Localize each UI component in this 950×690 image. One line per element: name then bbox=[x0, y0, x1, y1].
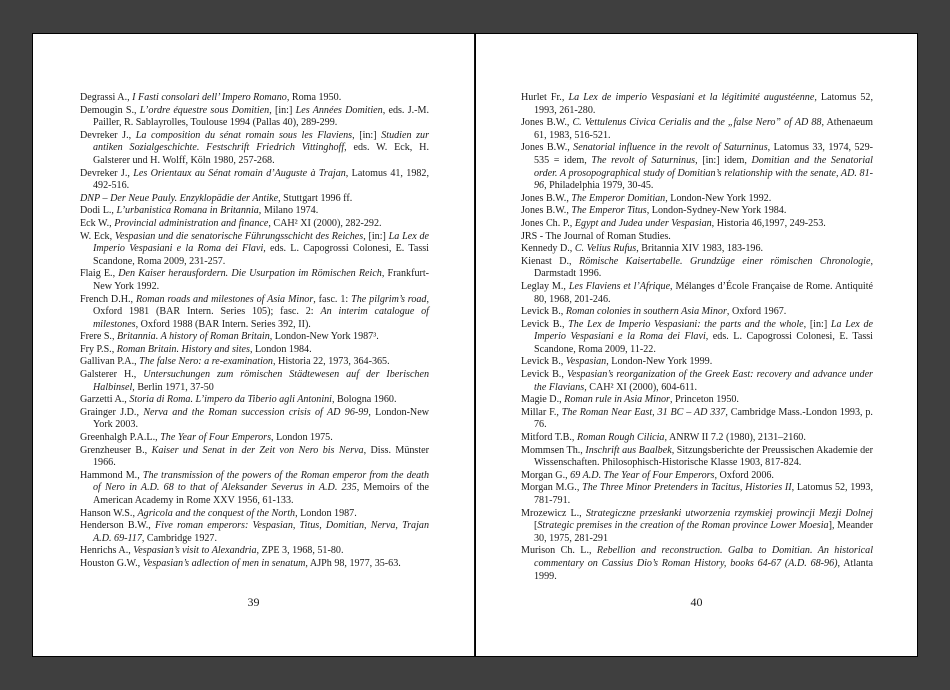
entry-text: , Oxford 1988 (BAR Intern. Series 392, II). bbox=[135, 318, 311, 330]
bibliography-entry bbox=[521, 193, 873, 206]
entry-text: Jones Ch. P., bbox=[521, 217, 575, 229]
entry-text: , London 1987. bbox=[295, 507, 357, 519]
entry-title: L’urbanistica Romana in Britannia bbox=[116, 205, 259, 217]
bibliography-list-right bbox=[521, 92, 873, 583]
entry-text: Hurlet Fr., bbox=[521, 92, 569, 103]
bibliography-entry bbox=[521, 205, 873, 218]
entry-text: Dodi L., bbox=[80, 205, 117, 217]
entry-text: Gallivan P.A., bbox=[80, 356, 140, 368]
entry-text: , Latomus 52, 1993, 781-791. bbox=[534, 482, 874, 506]
bibliography-entry bbox=[521, 306, 873, 319]
bibliography-entry bbox=[521, 142, 873, 192]
entry-title: Provincial administration and finance bbox=[114, 217, 269, 229]
left-page bbox=[33, 34, 474, 656]
bibliography-entry bbox=[80, 394, 429, 407]
bibliography-entry bbox=[80, 218, 429, 231]
entry-title: The Roman Near East, 31 BC – AD 337 bbox=[561, 406, 726, 418]
entry-text: , Latomus 41, 1982, 492-516. bbox=[93, 167, 430, 192]
entry-title: The transmission of the powers of the Roman emperor from the death of Nero in A.D. 68 to that of Aleksander Severus in A.D. 235 bbox=[93, 469, 429, 494]
bibliography-entry bbox=[80, 407, 429, 432]
entry-text: , Berlin 1971, 37-50 bbox=[132, 381, 214, 393]
bibliography-entry bbox=[80, 356, 429, 369]
entry-title: Storia di Roma. L’impero da Tiberio agli Antonini bbox=[129, 394, 332, 406]
bibliography-entry bbox=[521, 369, 873, 394]
bibliography-entry bbox=[521, 545, 873, 583]
entry-title: The pilgrim’s road bbox=[351, 293, 427, 305]
entry-text: Levick B., bbox=[521, 306, 566, 318]
entry-title: Five roman emperors: Vespasian, Titus, Domitian, Nerva, Trajan A.D. 69-117 bbox=[93, 520, 429, 544]
entry-title: L’ordre équestre sous Domitien bbox=[139, 104, 270, 116]
entry-title: Roman roads and milestones of Asia Minor bbox=[136, 293, 314, 305]
entry-title: Vespasian’s reorganization of the Greek East: recovery and advance under the Flavians bbox=[534, 369, 873, 393]
entry-title: Les Orientaux au Sénat romain d’Auguste à Trajan bbox=[133, 167, 346, 179]
entry-text: , [in:] bbox=[363, 230, 389, 242]
entry-text: Frere S., bbox=[80, 331, 118, 343]
entry-text: Levick B., bbox=[521, 318, 569, 330]
entry-title: DNP – Der Neue Pauly. Enzyklopädie der Antike bbox=[80, 192, 279, 204]
bibliography-entry bbox=[80, 168, 429, 193]
entry-text: Jones B.W., bbox=[521, 117, 573, 129]
entry-text: , London 1975. bbox=[271, 432, 333, 444]
entry-text: Houston G.W., bbox=[80, 557, 143, 569]
entry-title: Senatorial influence in the revolt of Saturninus bbox=[573, 142, 768, 154]
entry-title: Untersuchungen zum römischen Städtewesen auf der Iberischen Halbinsel bbox=[93, 369, 430, 393]
bibliography-entry bbox=[80, 520, 429, 545]
bibliography-entry bbox=[80, 432, 429, 445]
bibliography-entry bbox=[80, 558, 429, 571]
entry-title: The false Nero: a re-examination bbox=[139, 356, 273, 368]
entry-title: Vespasian und die senatorische Führungsschicht des Reiches bbox=[114, 230, 364, 242]
entry-text: , [in:] bbox=[269, 104, 296, 116]
entry-title: The Emperor Titus bbox=[571, 205, 647, 217]
entry-text: , Milano 1974. bbox=[258, 205, 319, 217]
bibliography-entry bbox=[80, 545, 429, 558]
entry-text: Kennedy D., bbox=[521, 243, 575, 255]
bibliography-entry bbox=[80, 231, 429, 269]
bibliography-entry bbox=[521, 319, 873, 357]
entry-title: Britannia. A history of Roman Britain bbox=[117, 331, 270, 343]
entry-text: , Philadelphia 1979, 30-45. bbox=[544, 180, 654, 192]
entry-text: , London-New York 1999. bbox=[606, 356, 713, 368]
entry-text: , [in:] bbox=[803, 318, 831, 330]
entry-title: 69 A.D. The Year of Four Emperors bbox=[570, 469, 715, 481]
entry-text: Flaig E., bbox=[80, 268, 119, 280]
entry-text: Eck W., bbox=[80, 217, 115, 229]
entry-text: , fasc. 1: bbox=[313, 293, 352, 305]
entry-title: Vespasian’s adlection of men in senatum bbox=[142, 557, 306, 569]
entry-text: ], Meander 30, 1975, 281-291 bbox=[534, 520, 873, 544]
entry-title: The Year of Four Emperors bbox=[160, 432, 272, 444]
entry-text: , London-Sydney-New York 1984. bbox=[646, 205, 787, 217]
entry-title: The revolt of Saturninus bbox=[591, 154, 696, 166]
entry-text: , Cambridge 1927. bbox=[141, 532, 218, 544]
entry-text: Henrichs A., bbox=[80, 545, 134, 557]
entry-text: Greenhalgh P.A.L., bbox=[80, 432, 161, 444]
entry-text: Galsterer H., bbox=[80, 369, 144, 381]
entry-text: , Roma 1950. bbox=[286, 92, 342, 103]
entry-text: W. Eck, bbox=[80, 230, 115, 242]
entry-title: La composition du sénat romain sous les Flaviens bbox=[135, 129, 353, 141]
entry-text: , Mélanges d’École Française de Rome. Antiquité 80, 1968, 201-246. bbox=[534, 280, 873, 305]
entry-title: La Lex de imperio Vespasiani et la légitimité augustéenne bbox=[568, 92, 815, 103]
entry-text: , [in:] idem, bbox=[695, 154, 752, 166]
bibliography-entry bbox=[80, 470, 429, 508]
entry-title: Römische Kaisertabelle. Grundzüge einer römischen Chronologie bbox=[578, 255, 871, 267]
entry-title: Les Années Domitien bbox=[295, 104, 383, 116]
entry-text: Fry P.S., bbox=[80, 343, 117, 355]
entry-text: , Historia 22, 1973, 364-365. bbox=[272, 356, 390, 368]
bibliography-entry bbox=[521, 432, 873, 445]
bibliography-entry bbox=[521, 407, 873, 432]
entry-text: , Atlanta 1999. bbox=[534, 557, 873, 582]
entry-text: , Oxford 1981 (BAR Intern. Series 105); fasc. 2: bbox=[93, 293, 430, 318]
entry-text: , London-New York 2003. bbox=[93, 406, 429, 431]
entry-title: Nerva and the Roman succession crisis of AD 96-99 bbox=[143, 406, 369, 418]
entry-title: Roman rule in Asia Minor bbox=[564, 394, 670, 406]
entry-text: Jones B.W., bbox=[521, 142, 574, 154]
entry-text: , Bologna 1960. bbox=[331, 394, 397, 406]
bibliography-entry bbox=[80, 331, 429, 344]
entry-title: La Lex de Imperio Vespasiani e la Roma dei Flavi bbox=[534, 318, 873, 343]
entry-title: Roman Britain. History and sites bbox=[116, 343, 250, 355]
entry-title: Studien zur antiken Sozialgeschichte. Festschrift Friedrich Vittinghoff bbox=[93, 129, 430, 154]
bibliography-entry bbox=[80, 344, 429, 357]
bibliography-entry bbox=[80, 445, 429, 470]
bibliography-entry bbox=[521, 256, 873, 281]
bibliography-entry bbox=[521, 445, 873, 470]
entry-text: , Britannia XIV 1983, 183-196. bbox=[636, 243, 764, 255]
bibliography-entry bbox=[521, 470, 873, 483]
entry-text: Magie D., bbox=[521, 394, 565, 406]
bibliography-entry bbox=[521, 356, 873, 369]
entry-text: , eds. W. Eck, H. Galsterer und H. Wolff, Köln 1980, 257-268. bbox=[93, 142, 429, 166]
entry-title: Rebellion and reconstruction. Galba to Domitian. An historical commentary on Cassius Dio’s Roman History, books 64-67 (A.D. 68-96) bbox=[534, 545, 873, 569]
entry-title: Vespasian’s visit to Alexandria bbox=[133, 545, 257, 557]
entry-text: , London 1984. bbox=[249, 343, 312, 355]
entry-text: Garzetti A., bbox=[80, 394, 130, 406]
bibliography-entry bbox=[80, 193, 429, 206]
bibliography-entry bbox=[80, 508, 429, 521]
entry-text: Mrozewicz L., bbox=[521, 507, 586, 519]
entry-text: , Darmstadt 1996. bbox=[534, 255, 873, 280]
entry-text: Leglay M., bbox=[521, 280, 569, 292]
entry-text: , Latomus 52, 1993, 261-280. bbox=[534, 92, 873, 116]
entry-title: Vespasian bbox=[565, 356, 607, 368]
entry-text: , Princeton 1950. bbox=[669, 394, 739, 406]
entry-text: , Oxford 2006. bbox=[714, 469, 774, 481]
entry-text: , Athenaeum 61, 1983, 516-521. bbox=[534, 117, 874, 141]
entry-title: I Fasti consolari dell’ Impero Romano bbox=[132, 92, 287, 103]
entry-title: Domitian and the Senatorial order. A prosopographical study of Domitian’s relationship with the senate, AD. 81-96 bbox=[534, 154, 873, 192]
bibliography-entry bbox=[521, 508, 873, 546]
entry-title: The Three Minor Pretenders in Tacitus, Histories II bbox=[582, 482, 792, 494]
entry-text: Morgan M.G., bbox=[521, 482, 583, 494]
entry-text: Kienast D., bbox=[521, 255, 579, 267]
entry-title: Strategiczne przesłanki utworzenia rzymskiej prowincji Mezji Dolnej bbox=[585, 507, 873, 519]
entry-text: Mommsen Th., bbox=[521, 444, 586, 456]
entry-text: , [in:] bbox=[352, 129, 382, 141]
entry-text: , London-New York 1992. bbox=[665, 192, 772, 204]
entry-text: [ bbox=[534, 520, 538, 532]
bibliography-entry bbox=[521, 243, 873, 256]
entry-text: JRS - The Journal of Roman Studies. bbox=[521, 230, 671, 242]
bibliography-entry bbox=[521, 281, 873, 306]
entry-text: , Historia 46,1997, 249-253. bbox=[711, 217, 826, 229]
entry-text: Grenzheuser B., bbox=[80, 444, 152, 456]
entry-text: Levick B., bbox=[521, 356, 566, 368]
bibliography-entry bbox=[521, 482, 873, 507]
entry-title: Egypt and Judea under Vespasian bbox=[574, 217, 712, 229]
entry-text: , London-New York 1987³. bbox=[269, 331, 379, 343]
bibliography-entry bbox=[521, 231, 873, 244]
entry-title: C. Velius Rufus bbox=[574, 243, 637, 255]
entry-text: Millar F., bbox=[521, 406, 562, 418]
entry-text: Henderson B.W., bbox=[80, 520, 155, 532]
bibliography-entry bbox=[521, 218, 873, 231]
entry-text: , Frankfurt-New York 1992. bbox=[93, 268, 430, 292]
entry-title: Les Flaviens et l’Afrique bbox=[568, 280, 671, 292]
entry-text: , ZPE 3, 1968, 51-80. bbox=[256, 545, 344, 557]
entry-text: , Cambridge Mass.-London 1993, p. 76. bbox=[534, 406, 873, 431]
page-number-left: 39 bbox=[247, 595, 260, 609]
entry-text: , AJPh 98, 1977, 35-63. bbox=[305, 557, 401, 569]
entry-text: , CAH² XI (2000), 604-611. bbox=[584, 381, 698, 393]
bibliography-entry bbox=[80, 130, 429, 168]
entry-title: Agricola and the conquest of the North bbox=[137, 507, 296, 519]
entry-text: , eds. L. Capogrossi Colonesi, E. Tassi Scandone, Roma 2009, 11-22. bbox=[534, 331, 873, 355]
bibliography-entry bbox=[80, 92, 429, 105]
entry-text: Hammond M., bbox=[80, 469, 143, 481]
entry-title: The Lex de Imperio Vespasiani: the parts and the whole bbox=[568, 318, 804, 330]
entry-title: Strategic premises in the creation of the Roman province Lower Moesia bbox=[537, 520, 829, 532]
entry-text: Grainger J.D., bbox=[80, 406, 144, 418]
entry-text: Morgan G., bbox=[521, 469, 571, 481]
entry-title: The Emperor Domitian bbox=[571, 192, 666, 204]
entry-text: , Diss. Münster 1966. bbox=[93, 444, 430, 469]
entry-title: An interim catalogue of milestones bbox=[93, 306, 429, 330]
page-number-right: 40 bbox=[690, 595, 703, 609]
entry-text: Mitford T.B., bbox=[521, 432, 577, 444]
entry-title: Roman Rough Cilicia bbox=[576, 432, 665, 444]
entry-text: , ANRW II 7.2 (1980), 2131–2160. bbox=[664, 432, 806, 444]
entry-title: C. Vettulenus Civica Cerialis and the „false Nero” of AD 88 bbox=[572, 117, 822, 129]
entry-title: Roman colonies in southern Asia Minor bbox=[565, 306, 727, 318]
entry-text: , eds. L. Capogrossi Colonesi, E. Tassi Scandone, Roma 2009, 231-257. bbox=[93, 243, 429, 267]
entry-text: , Memoirs of the American Academy in Rome XXV 1956, 61-133. bbox=[93, 482, 430, 506]
entry-title: La Lex de Imperio Vespasiani e la Roma dei Flavi bbox=[93, 230, 430, 255]
entry-text: , Latomus 33, 1974, 529-535 = idem, bbox=[534, 142, 873, 166]
entry-text: Demougin S., bbox=[80, 104, 140, 116]
entry-text: Degrassi A., bbox=[80, 92, 133, 103]
entry-text: Devreker J., bbox=[80, 167, 134, 179]
bibliography-entry bbox=[80, 294, 429, 332]
entry-text: , eds. J.-M. Pailler, R. Sablayrolles, Toulouse 1994 (Pallas 40), 289-299. bbox=[93, 104, 430, 129]
entry-text: , Sitzungsberichte der Preussischen Akademie der Wissenschaften. Philosophisch-Historische Klasse 1903, 817-824. bbox=[534, 444, 873, 469]
entry-text: Hanson W.S., bbox=[80, 507, 138, 519]
bibliography-list-left bbox=[80, 92, 429, 571]
entry-text: Murison Ch. L., bbox=[521, 545, 597, 557]
bibliography-entry bbox=[80, 369, 429, 394]
bibliography-entry bbox=[80, 105, 429, 130]
entry-text: , Stuttgart 1996 ff. bbox=[278, 192, 353, 204]
bibliography-entry bbox=[521, 394, 873, 407]
entry-title: Inschrift aus Baalbek bbox=[585, 444, 672, 456]
entry-text: French D.H., bbox=[80, 293, 136, 305]
bibliography-entry bbox=[521, 92, 873, 117]
bibliography-entry bbox=[80, 268, 429, 293]
entry-title: Den Kaiser herausfordern. Die Usurpation im Römischen Reich bbox=[118, 268, 382, 280]
bibliography-entry bbox=[521, 117, 873, 142]
entry-title: Kaiser und Senat in der Zeit von Nero bis Nerva bbox=[151, 444, 364, 456]
entry-text: , CAH² XI (2000), 282-292. bbox=[268, 217, 382, 229]
entry-text: Devreker J., bbox=[80, 129, 136, 141]
entry-text: Jones B.W., bbox=[521, 205, 572, 217]
entry-text: , Oxford 1967. bbox=[726, 306, 787, 318]
entry-text: Levick B., bbox=[521, 369, 567, 381]
right-page bbox=[476, 34, 917, 656]
bibliography-entry bbox=[80, 205, 429, 218]
entry-text: Jones B.W., bbox=[521, 192, 572, 204]
